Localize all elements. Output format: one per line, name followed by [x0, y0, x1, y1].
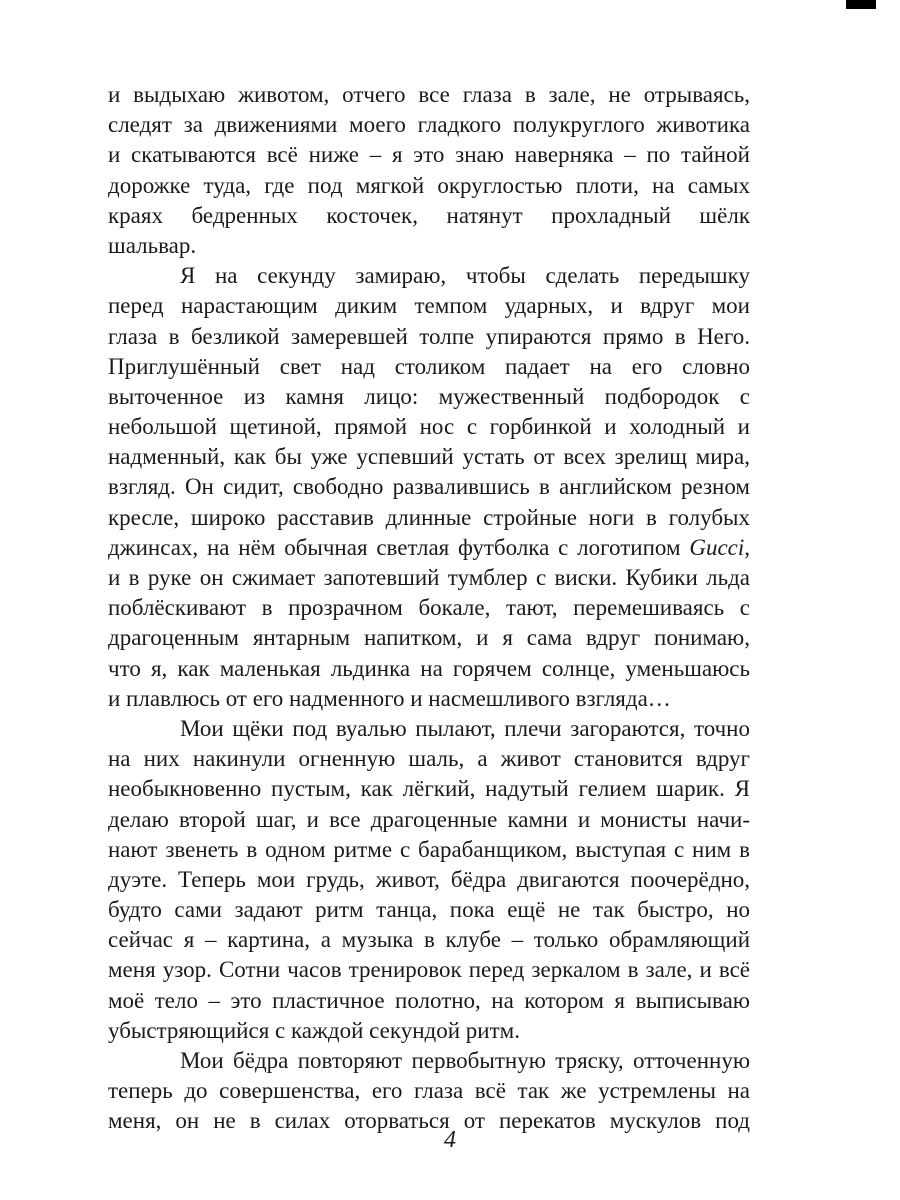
- text-line: поблёскивают в прозрачном бокале, тают, перемешиваясь с: [108, 595, 750, 621]
- text-line: надменный, как бы уже успевший устать от всех зрелищ мира,: [108, 444, 750, 470]
- text-line: меня, он не в силах оторваться от перекатов мускулов под: [108, 1108, 750, 1134]
- page-number: 4: [444, 1127, 456, 1153]
- brand-name-italic: Gucci: [689, 534, 745, 560]
- text-line: дуэте. Теперь мои грудь, живот, бёдра двигаются поочерёдно,: [108, 866, 750, 892]
- text-line: на них накинули огненную шаль, а живот становится вдруг: [108, 746, 750, 772]
- text-line: Мои бёдра повторяют первобытную тряску, отточенную: [180, 1048, 750, 1073]
- text-line: необыкновенно пустым, как лёгкий, надутый гелием шарик. Я: [108, 776, 750, 802]
- text-line: Мои щёки под вуалью пылают, плечи загораются, точно: [180, 715, 750, 741]
- text-line: будто сами задают ритм танца, пока ещё не так быстро, но: [108, 897, 750, 923]
- text-line: дорожке туда, где под мягкой округлостью плоти, на самых: [108, 172, 750, 198]
- text-line: следят за движениями моего гладкого полукруглого животика: [108, 112, 750, 138]
- text-line: сейчас я – картина, а музыка в клубе – только обрамляющий: [108, 927, 750, 953]
- text-line: нают звенеть в одном ритме с барабанщиком, выступая с ним в: [108, 836, 750, 862]
- text-line: Я на секунду замираю, чтобы сделать передышку: [180, 263, 750, 289]
- text-line: убыстряющийся с каждой секундой ритм.: [108, 1017, 520, 1043]
- text-line: делаю второй шаг, и все драгоценные камни и монисты начи-: [108, 806, 750, 832]
- text-line: краях бедренных косточек, натянут прохладный шёлк: [108, 202, 750, 228]
- text-line: небольшой щетиной, прямой нос с горбинкой и холодный и: [108, 414, 750, 440]
- text-line: меня узор. Сотни часов тренировок перед зеркалом в зале, и всё: [108, 957, 750, 983]
- text-line: моё тело – это пластичное полотно, на котором я выписываю: [108, 987, 750, 1013]
- text-line: что я, как маленькая льдинка на горячем солнце, уменьшаюсь: [108, 655, 750, 681]
- text-line: Приглушённый свет над столиком падает на его словно: [108, 353, 750, 379]
- page-text: [108, 80, 750, 1137]
- corner-bookmark-mark: [846, 0, 876, 9]
- text-line: взгляд. Он сидит, свободно развалившись в английском резном: [108, 474, 750, 500]
- text-line: перед нарастающим диким темпом ударных, и вдруг мои: [108, 293, 750, 319]
- text-line: и скатываются всё ниже – я это знаю наверняка – по тайной: [108, 142, 750, 168]
- text-line: и в руке он сжимает запотевший тумблер с виски. Кубики льда: [108, 565, 750, 590]
- text-line: шальвар.: [108, 232, 197, 258]
- text-line: теперь до совершенства, его глаза всё так же устремлены на: [108, 1078, 750, 1104]
- text-line: джинсах, на нём обычная светлая футболка с логотипом Gucci,: [108, 534, 750, 560]
- text-line: и плавлюсь от его надменного и насмешливого взгляда…: [108, 685, 671, 711]
- text-line: драгоценным янтарным напитком, и я сама вдруг понимаю,: [108, 625, 750, 651]
- text-line: выточенное из камня лицо: мужественный подбородок с: [108, 383, 750, 409]
- text-line: и выдыхаю животом, отчего все глаза в зале, не отрываясь,: [108, 82, 750, 107]
- text-line: кресле, широко расставив длинные стройные ноги в голубых: [108, 504, 750, 530]
- text-line: глаза в безликой замеревшей толпе упираются прямо в Него.: [108, 323, 750, 349]
